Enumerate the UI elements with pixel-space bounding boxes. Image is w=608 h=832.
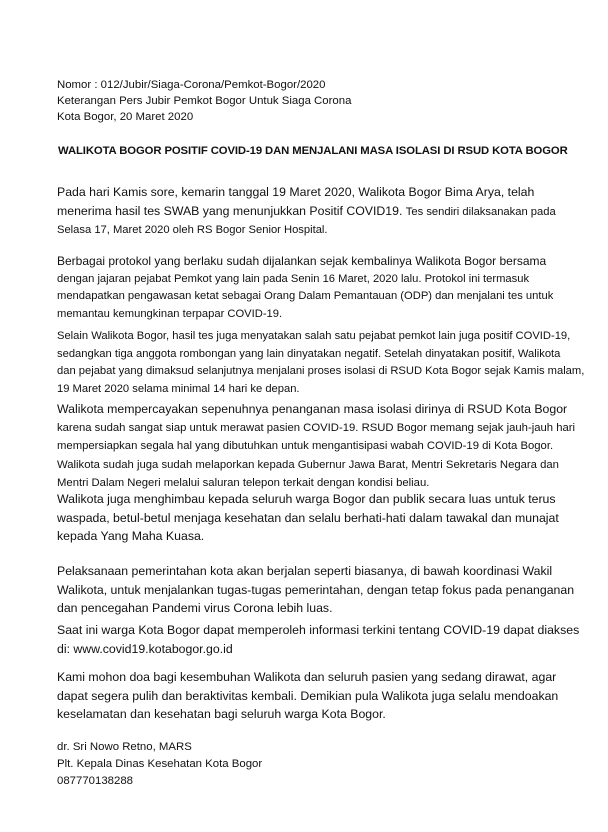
signatory-position: Plt. Kepala Dinas Kesehatan Kota Bogor (57, 757, 263, 770)
document-title: WALIKOTA BOGOR POSITIF COVID-19 DAN MENJALANI MASA ISOLASI DI RSUD KOTA BOGOR (58, 145, 568, 157)
signatory-name: dr. Sri Nowo Retno, MARS (57, 741, 192, 753)
letter-place-date: Kota Bogor, 20 Maret 2020 (57, 111, 194, 123)
letter-subject: Keterangan Pers Jubir Pemkot Bogor Untuk Siaga Corona (57, 95, 352, 107)
paragraph-6: Pelaksanaan pemerintahan kota akan berjalan seperti biasanya, di bawah koordinasi Wakil Walikota, untuk menjalankan tugas-tugas pemerintahan, dengan tetap fokus pada penanganan dan pencegahan Pandemi virus Corona lebih luas. (57, 564, 575, 615)
letter-number: Nomor : 012/Jubir/Siaga-Corona/Pemkot-Bogor/2020 (57, 79, 326, 91)
paragraph-1: Pada hari Kamis sore, kemarin tanggal 19 Maret 2020, Walikota Bogor Bima Arya, telah menerima hasil tes SWAB yang menunjukkan Positif COVID19. Tes sendiri dilaksanakan pada Selasa 17, Maret 2020 oleh RS Bogor Senior Hospital. (57, 185, 556, 236)
paragraph-5: Walikota juga menghimbau kepada seluruh warga Bogor dan publik secara luas untuk terus waspada, betul-betul menjaga kesehatan dan selalu berhati-hati dalam tawakal dan munajat kepada Yang Maha Kuasa. (57, 492, 559, 543)
paragraph-8: Kami mohon doa bagi kesembuhan Walikota dan seluruh pasien yang sedang dirawat, agar dapat segera pulih dan beraktivitas kembali. Demikian pula Walikota juga selalu mendoakan keselamatan dan kesehatan bagi seluruh warga Kota Bogor. (57, 670, 559, 721)
signature-block (57, 739, 262, 789)
covid-info-website: di: www.covid19.kotabogor.go.id (57, 641, 233, 656)
paragraph-3: Selain Walikota Bogor, hasil tes juga menyatakan salah satu pejabat pemkot lain juga positif COVID-19, sedangkan tiga anggota rombongan yang lain dinyatakan negatif. Setelah dinyatakan positif, Walikota dan pejabat yang dimaksud selanjutnya menjalani proses isolasi di RSUD Kota Bogor sejak Kamis malam, 19 Maret 2020 selama minimal 14 hari ke depan. (57, 330, 585, 395)
signatory-phone: 087770138288 (57, 774, 134, 787)
letter-header (57, 77, 351, 125)
paragraph-4: Walikota mempercayakan sepenuhnya penanganan masa isolasi dirinya di RSUD Kota Bogor karena sudah sangat siap untuk merawat pasien COVID-19. RSUD Bogor memang sejak jauh-jauh hari mempersiapkan segala hal yang dibutuhkan untuk mengantisipasi wabah COVID-19 di Kota Bogor. Walikota sudah juga sudah melaporkan kepada Gubernur Jawa Barat, Mentri Sekretaris Negara dan Mentri Dalam Negeri melalui saluran telepon terkait dengan kondisi beliau. (57, 402, 576, 489)
paragraph-7: Saat ini warga Kota Bogor dapat memperoleh informasi terkini tentang COVID-19 dapat diakses di: www.covid19.kotabogor.go.id (57, 621, 587, 658)
paragraph-2: Berbagai protokol yang berlaku sudah dijalankan sejak kembalinya Walikota Bogor bersama dengan jajaran pejabat Pemkot yang lain pada Senin 16 Maret, 2020 lalu. Protokol ini termasuk mendapatkan pengawasan ketat sebagai Orang Dalam Pemantauan (ODP) dan menjalani tes untuk memantau kemungkinan terpapar COVID-19. (57, 254, 554, 320)
